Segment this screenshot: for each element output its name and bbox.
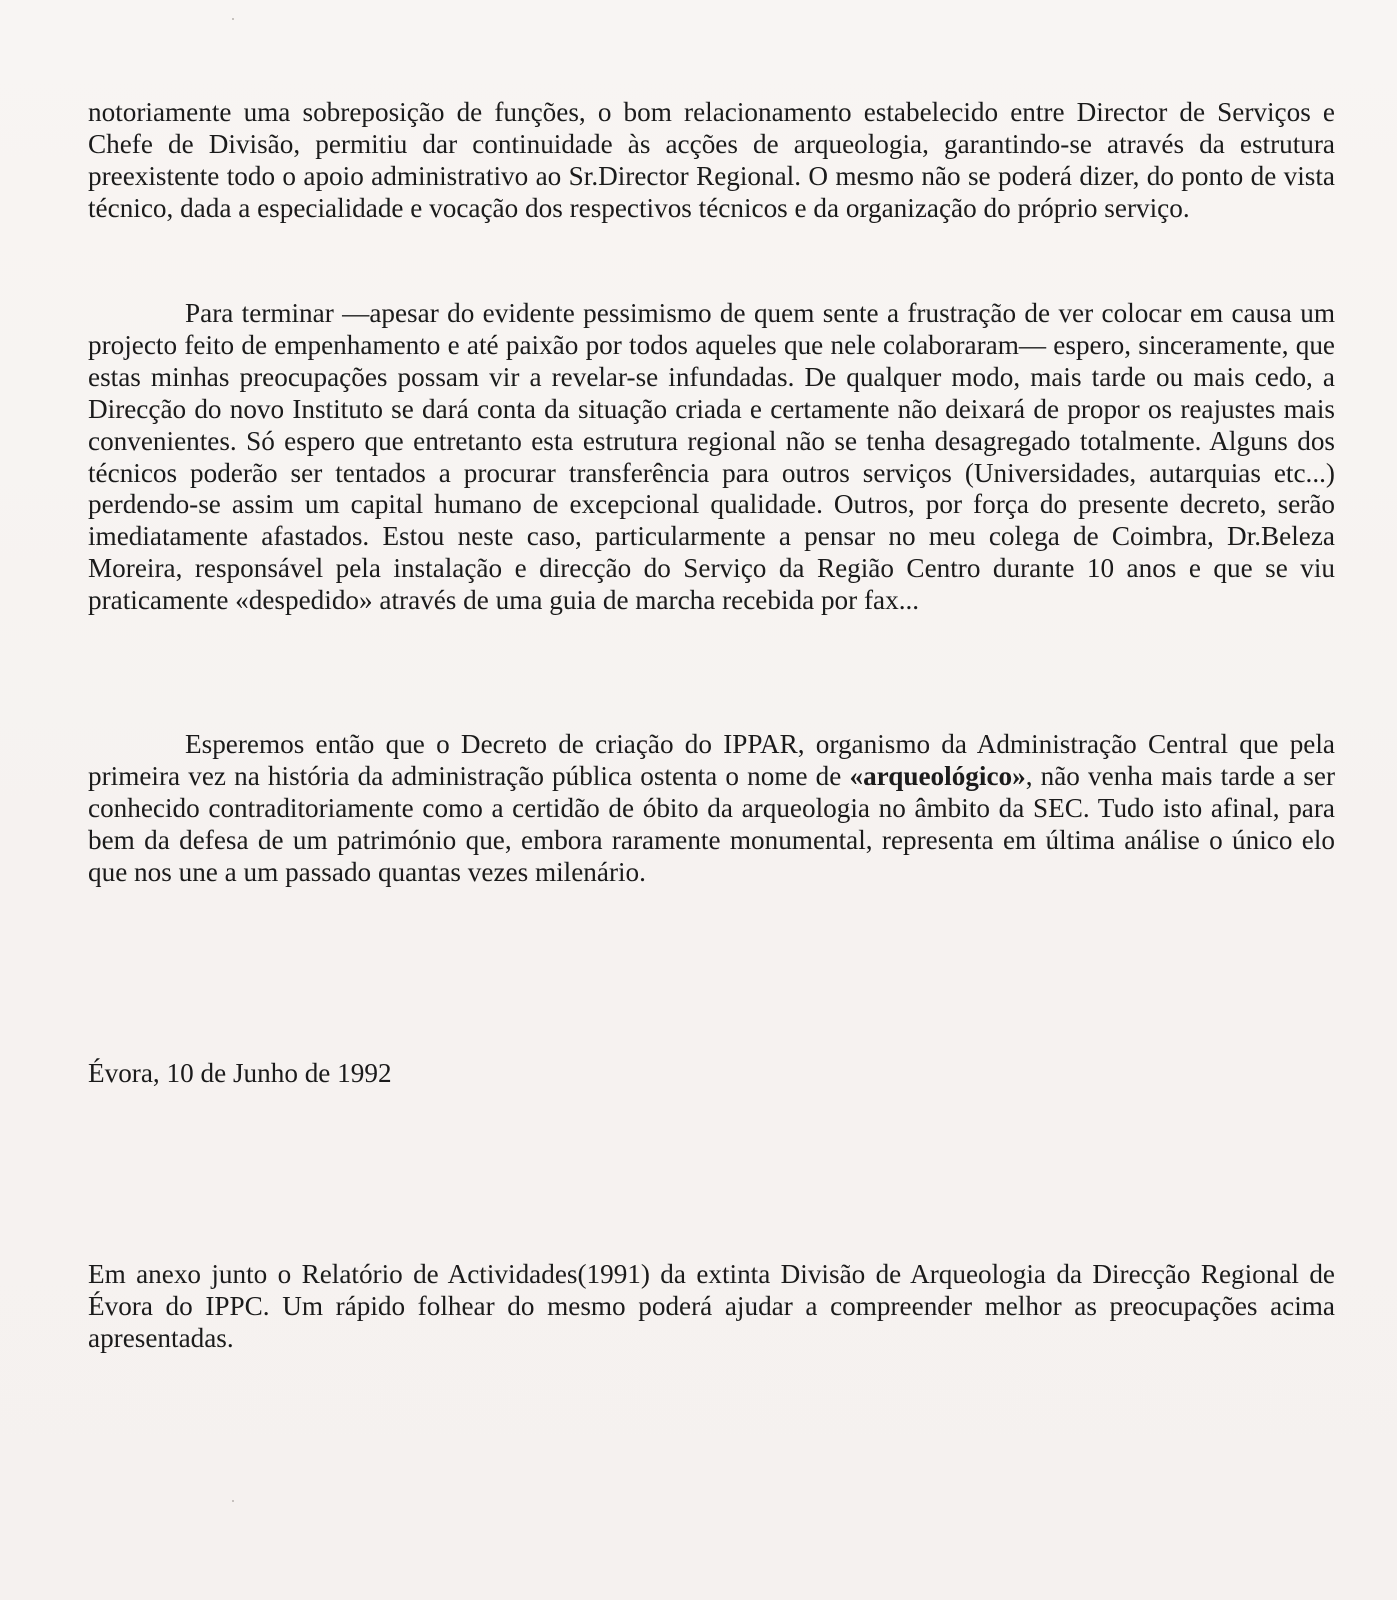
paragraph-3-bold-term: «arqueológico» (849, 760, 1026, 791)
paragraph-3-text-start: Esperemos então que o Decreto de criação do IPPAR, organismo da Administração Central que pela primeira vez na história da administração pública ostenta o nome de (88, 729, 1335, 791)
paragraph-3-text-end: , não venha mais tarde a ser conhecido contraditoriamente como a certidão de óbito da arqueologia no âmbito da SEC. Tudo isto afinal, para bem da defesa de um património que, embora raramente monumental, representa em última análise o único elo que nos une a um passado quantas vezes milenário. (88, 760, 1335, 887)
place-date-line: Évora, 10 de Junho de 1992 (88, 1058, 392, 1088)
paragraph-1: notoriamente uma sobreposição de funções, o bom relacionamento estabelecido entre Director de Serviços e Chefe de Divisão, permitiu dar continuidade às acções de arqueologia, garantindo-se através da estrutura preexistente todo o apoio administrativo ao Sr.Director Regional. O mesmo não se poderá dizer, do ponto de vista técnico, dada a especialidade e vocação dos respectivos técnicos e da organização do próprio serviço. (88, 97, 1335, 223)
paper-speck (232, 18, 234, 20)
paragraph-2: Para terminar —apesar do evidente pessimismo de quem sente a frustração de ver colocar em causa um projecto feito de empenhamento e até paixão por todos aqueles que nele colaboraram— espero, sinceramente, que estas minhas preocupações possam vir a revelar-se infundadas. De qualquer modo, mais tarde ou mais cedo, a Direcção do novo Instituto se dará conta da situação criada e certamente não deixará de propor os reajustes mais convenientes. Só espero que entretanto esta estrutura regional não se tenha desagregado totalmente. Alguns dos técnicos poderão ser tentados a procurar transferência para outros serviços (Universidades, autarquias etc...) perdendo-se assim um capital humano de excepcional qualidade. Outros, por força do presente decreto, serão imediatamente afastados. Estou neste caso, particularmente a pensar no meu colega de Coimbra, Dr.Beleza Moreira, responsável pela instalação e direcção do Serviço da Região Centro durante 10 anos e que se viu praticamente «despedido» através de uma guia de marcha recebida por fax... (88, 298, 1335, 616)
paper-speck (232, 1500, 234, 1502)
annex-note: Em anexo junto o Relatório de Actividades(1991) da extinta Divisão de Arqueologia da Direcção Regional de Évora do IPPC. Um rápido folhear do mesmo poderá ajudar a compreender melhor as preocupações acima apresentadas. (88, 1259, 1335, 1353)
paragraph-3 (88, 729, 1335, 889)
